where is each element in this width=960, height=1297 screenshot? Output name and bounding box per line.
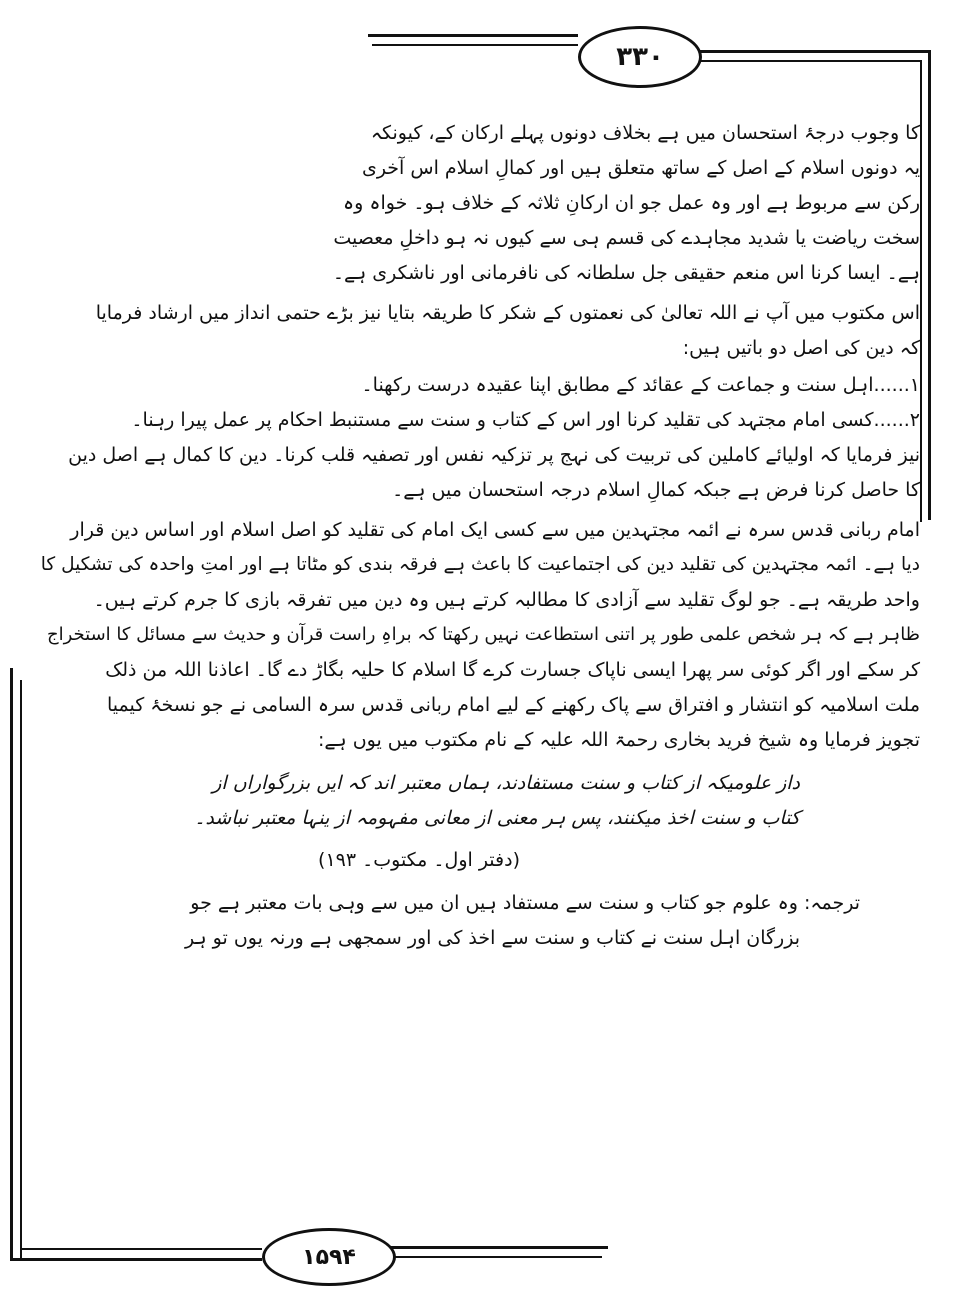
- frame-line-top-inner: [372, 44, 578, 46]
- citation: (دفتر اول۔ مکتوب۔ ۱۹۳): [318, 849, 520, 871]
- frame-line-left-outer: [10, 668, 13, 1260]
- text-line: ہے۔ ایسا کرنا اس منعم حقیقی جل سلطانہ کی نافرمانی اور ناشکری ہے۔: [332, 262, 920, 284]
- text-line: امام ربانی قدس سرہ نے ائمہ مجتہدین میں سے کسی ایک امام کی تقلید کو اصل اسلام اور اساس دین قرار: [70, 519, 920, 541]
- text-line: ملت اسلامیہ کو انتشار و افتراق سے پاک رکھنے کے لیے امام ربانی قدس سرہ السامی نے جو نسخۂ کیمیا: [106, 694, 920, 716]
- frame-line-left-inner: [20, 680, 22, 1260]
- list-item: ۲......کسی امام مجتہد کی تقلید کرنا اور اس کے کتاب و سنت سے مستنبط احکام پر عمل پیرا رہنا۔: [131, 409, 920, 431]
- frame-line-top-right: [696, 50, 930, 53]
- header-page-number: ۳۳۰: [578, 26, 702, 88]
- frame-line-bottom-left-inner: [20, 1248, 262, 1250]
- footer-page-number: ۱۵۹۴: [262, 1228, 396, 1286]
- frame-line-bottom-left: [10, 1258, 262, 1261]
- text-line: کر سکے اور اگر کوئی سر پھرا ایسی ناپاک جسارت کرے گا اسلام کا حلیہ بگاڑ دے گا۔ اعاذنا اللہ من ذلک: [105, 659, 920, 681]
- frame-line-right-inner: [920, 60, 922, 522]
- text-line: تجویز فرمایا وہ شیخ فرید بخاری رحمۃ اللہ علیہ کے نام مکتوب میں یوں ہے:: [318, 729, 920, 751]
- list-item: ۱......اہل سنت و جماعت کے عقائد کے مطابق اپنا عقیدہ درست رکھنا۔: [361, 374, 920, 396]
- text-line: رکن سے مربوط ہے اور وہ عمل جو ان ارکانِ ثلاثہ کے خلاف ہو۔ خواہ وہ: [343, 192, 920, 214]
- frame-line-bottom-right-inner: [390, 1256, 602, 1258]
- frame-line-bottom-right: [390, 1246, 608, 1249]
- frame-line-top-outer: [368, 34, 578, 37]
- text-line: کا حاصل کرنا فرض ہے جبکہ کمالِ اسلام درجہ استحسان میں ہے۔: [392, 479, 920, 501]
- text-line: نیز فرمایا کہ اولیائے کاملین کی تربیت کی نہج پر تزکیہ نفس اور تصفیہ قلب کرنا۔ دین کا کمال ہے اصل دین: [68, 444, 920, 466]
- text-line: دیا ہے۔ ائمہ مجتہدین کی تقلید دین کی اجتماعیت کا باعث ہے فرقہ بندی کو مٹاتا ہے اور امتِ واحدہ کی تشکیل کا: [40, 554, 920, 575]
- text-line: واحد طریقہ ہے۔ جو لوگ تقلید سے آزادی کا مطالبہ کرتے ہیں وہ دین میں تفرقہ بازی کا جرم کرتے ہیں۔: [93, 589, 920, 611]
- text-line: یہ دونوں اسلام کے اصل کے ساتھ متعلق ہیں اور کمالِ اسلام اس آخری: [361, 157, 920, 179]
- persian-quote-line: داز علومیکہ از کتاب و سنت مستفادند، ہماں معتبر اند کہ ایں بزرگواراں از: [212, 772, 800, 794]
- text-line: سخت ریاضت یا شدید مجاہدے کی قسم ہی سے کیوں نہ ہو داخلِ معصیت: [333, 227, 920, 249]
- frame-line-right-outer: [928, 50, 931, 520]
- translation-line: بزرگان اہل سنت نے کتاب و سنت سے اخذ کی اور سمجھی ہے ورنہ یوں تو ہر: [185, 927, 800, 949]
- frame-line-top-right-inner: [696, 60, 922, 62]
- text-line: ظاہر ہے کہ ہر شخص علمی طور پر اتنی استطاعت نہیں رکھتا کہ براہِ راست قرآن و حدیث سے مسائل کا استخراج: [47, 624, 920, 645]
- translation-line: ترجمہ: وہ علوم جو کتاب و سنت سے مستفاد ہیں ان میں سے وہی بات معتبر ہے جو: [190, 892, 860, 914]
- text-line: کہ دین کی اصل دو باتیں ہیں:: [682, 337, 920, 359]
- text-line: اس مکتوب میں آپ نے اللہ تعالیٰ کی نعمتوں کے شکر کا طریقہ بتایا نیز بڑے حتمی انداز میں ارشاد فرمایا: [95, 302, 920, 324]
- persian-quote-line: کتاب و سنت اخذ میکنند، پس ہر معنی از معانی مفہومہ از ینہا معتبر نباشد۔: [194, 807, 800, 829]
- text-line: کا وجوب درجۂ استحسان میں ہے بخلاف دونوں پہلے ارکان کے، کیونکہ: [370, 122, 920, 144]
